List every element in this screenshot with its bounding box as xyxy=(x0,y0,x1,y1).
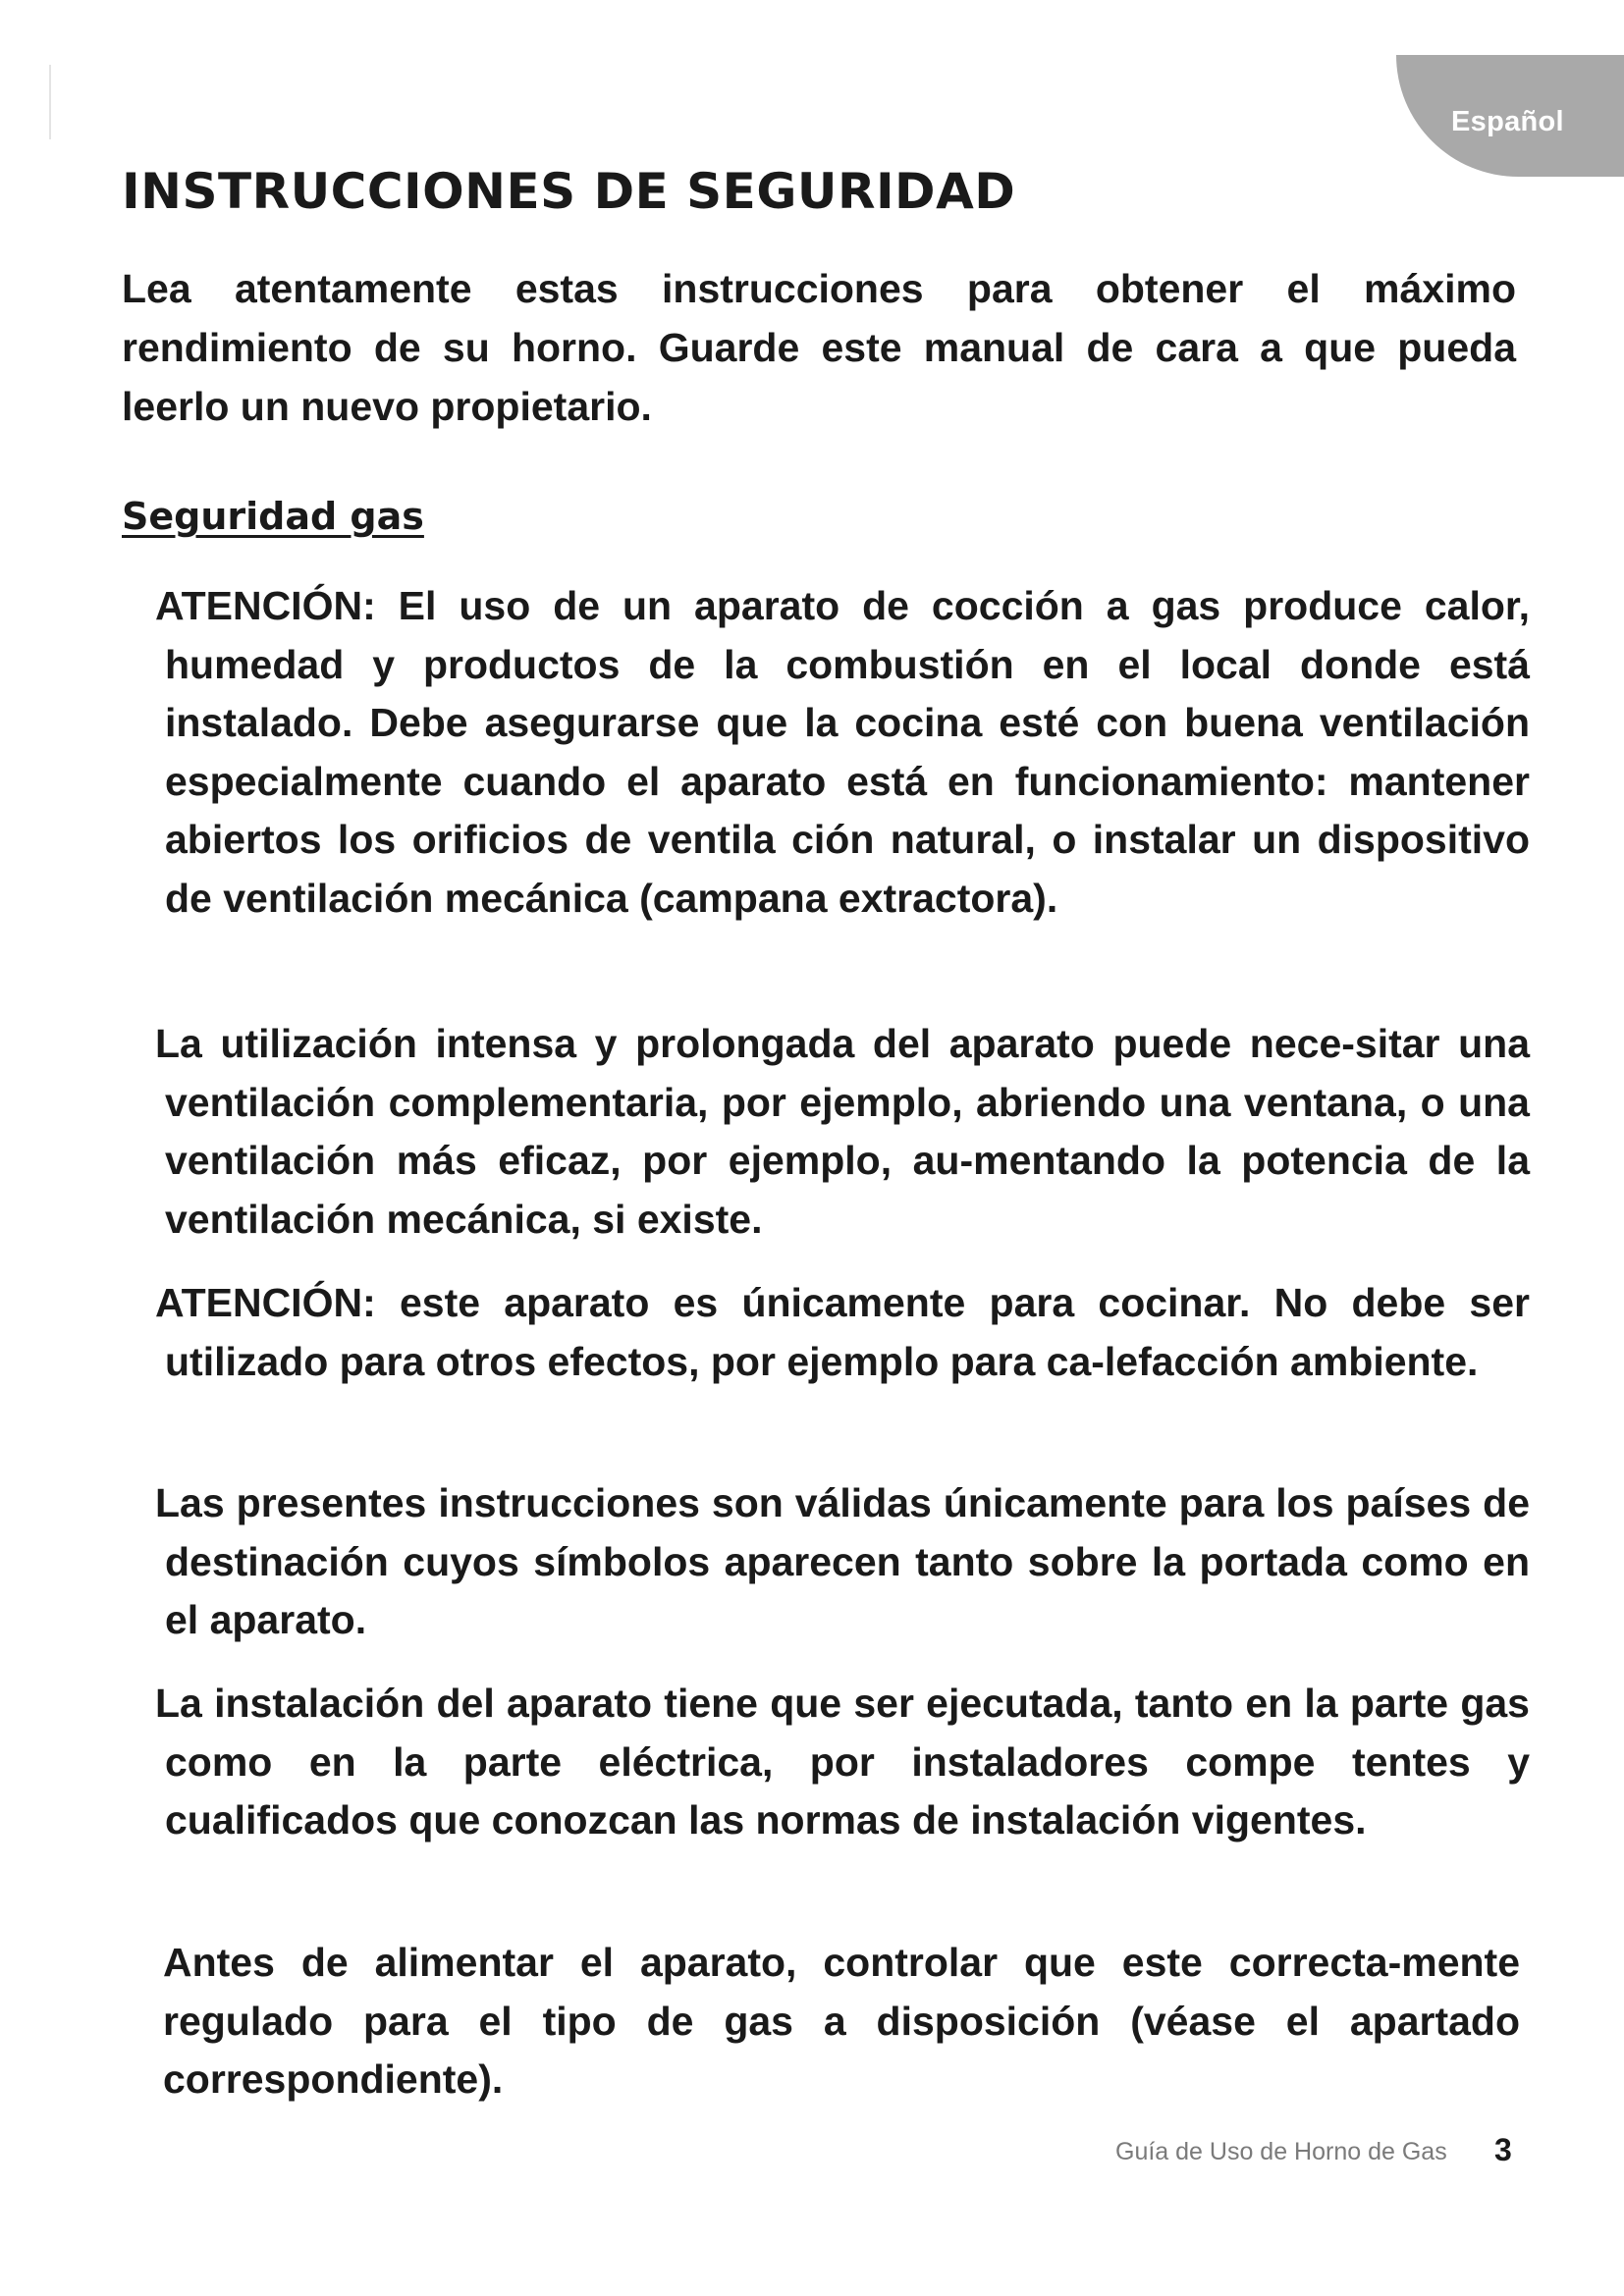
language-tab xyxy=(1396,55,1624,177)
safety-paragraph-intense-use: La utilización intensa y prolongada del aparato puede nece-sitar una ventilación complementaria, por ejemplo, abriendo una ventana, o una ventilación más eficaz, por ejemplo, au-mentando la potencia de la ventilación mecánica, si existe. xyxy=(155,1021,1530,1242)
safety-paragraph-installation: La instalación del aparato tiene que ser ejecutada, tanto en la parte gas como en la parte eléctrica, por instaladores compe tentes y cualificados que conozcan las normas de instalación vigentes. xyxy=(155,1681,1530,1842)
safety-paragraph-ventilation: ATENCIÓN: El uso de un aparato de cocción a gas produce calor, humedad y productos de la combustión en el local donde está instalado. Debe asegurarse que la cocina esté con buena ventilación especialmente cuando el aparato está en funcionamiento: mantener abiertos los orificios de ventila ción natural, o instalar un dispositivo de ventilación mecánica (campana extractora). xyxy=(155,583,1530,921)
page-number: 3 xyxy=(1494,2132,1512,2167)
footer-guide-title: Guía de Uso de Horno de Gas xyxy=(1115,2138,1447,2165)
safety-paragraph-destination-countries: Las presentes instrucciones son válidas únicamente para los países de destinación cuyos símbolos aparecen tanto sobre la portada como en el aparato. xyxy=(155,1480,1530,1642)
safety-paragraph-gas-regulation: Antes de alimentar el aparato, controlar que este correcta-mente regulado para el tipo de gas a disposición (véase el apartado correspondiente). xyxy=(163,1940,1520,2102)
page-margin-line xyxy=(49,65,51,139)
language-tab-label: Español xyxy=(1451,106,1564,137)
section-heading: Seguridad gas xyxy=(122,495,424,538)
intro-paragraph: Lea atentamente estas instrucciones para obtener el máximo rendimiento de su horno. Guarde este manual de cara a que pueda leerlo un nuevo propietario. xyxy=(122,266,1516,429)
safety-paragraph-cooking-only: ATENCIÓN: este aparato es únicamente para cocinar. No debe ser utilizado para otros efectos, por ejemplo para ca-lefacción ambiente. xyxy=(155,1280,1530,1384)
page-title: INSTRUCCIONES DE SEGURIDAD xyxy=(122,163,1016,220)
